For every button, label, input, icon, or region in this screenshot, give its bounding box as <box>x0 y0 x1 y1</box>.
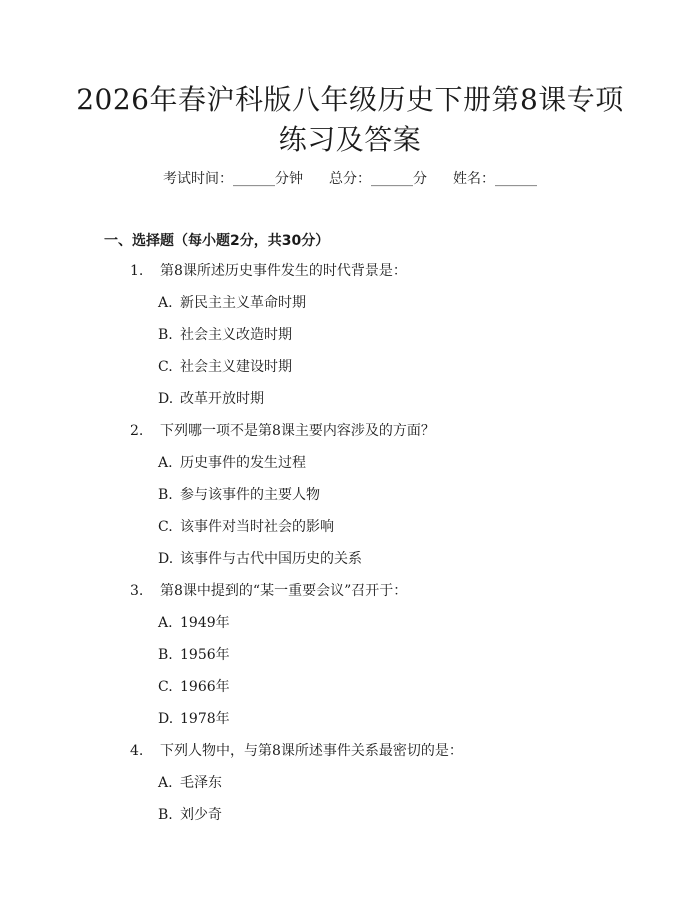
section-heading: 一、选择题（每小题2分，共30分） <box>104 233 330 249</box>
option-letter: C. <box>158 679 173 695</box>
option-letter: B. <box>158 807 173 823</box>
question-3-option-b <box>158 645 230 665</box>
question-3-option-a <box>158 613 230 633</box>
option-letter: A. <box>158 615 173 631</box>
question-number: 3. <box>130 583 144 599</box>
question-text: 第8课所述历史事件发生的时代背景是： <box>160 263 407 279</box>
question-2-option-c <box>158 517 334 537</box>
option-letter: D. <box>158 711 174 727</box>
question-4-option-a <box>158 773 222 793</box>
option-text: 毛泽东 <box>180 775 222 791</box>
student-name-field: 姓名：______ <box>453 171 537 187</box>
option-letter: D. <box>158 551 174 567</box>
option-letter: B. <box>158 647 173 663</box>
option-text: 该事件与古代中国历史的关系 <box>180 551 362 567</box>
question-3-option-d <box>158 709 230 729</box>
question-2 <box>130 421 435 441</box>
option-text: 社会主义改造时期 <box>180 327 292 343</box>
exam-meta <box>0 169 700 189</box>
question-number: 2. <box>130 423 144 439</box>
option-text: 参与该事件的主要人物 <box>180 487 320 503</box>
question-text: 第8课中提到的“某一重要会议”召开于： <box>160 583 408 599</box>
question-1-option-c <box>158 357 292 377</box>
document-title <box>0 80 700 160</box>
question-2-option-d <box>158 549 362 569</box>
option-text: 1949年 <box>180 615 230 631</box>
question-text: 下列人物中，与第8课所述事件关系最密切的是： <box>160 743 463 759</box>
question-1-option-b <box>158 325 292 345</box>
option-text: 新民主主义革命时期 <box>180 295 306 311</box>
question-1 <box>130 261 407 281</box>
option-text: 1956年 <box>180 647 230 663</box>
option-letter: C. <box>158 359 173 375</box>
option-text: 1978年 <box>180 711 230 727</box>
option-text: 改革开放时期 <box>180 391 264 407</box>
option-text: 该事件对当时社会的影响 <box>180 519 334 535</box>
option-letter: A. <box>158 775 173 791</box>
option-letter: A. <box>158 455 173 471</box>
question-text: 下列哪一项不是第8课主要内容涉及的方面？ <box>160 423 435 439</box>
question-4-option-b <box>158 805 222 825</box>
option-letter: A. <box>158 295 173 311</box>
question-3-option-c <box>158 677 230 697</box>
question-2-option-b <box>158 485 320 505</box>
question-2-option-a <box>158 453 306 473</box>
question-3 <box>130 581 407 601</box>
option-text: 社会主义建设时期 <box>180 359 292 375</box>
exam-time-field: 考试时间：______分钟 <box>163 171 303 187</box>
question-4 <box>130 741 463 761</box>
question-1-option-a <box>158 293 306 313</box>
option-letter: C. <box>158 519 173 535</box>
option-letter: D. <box>158 391 174 407</box>
option-text: 刘少奇 <box>180 807 222 823</box>
option-letter: B. <box>158 487 173 503</box>
question-1-option-d <box>158 389 264 409</box>
question-number: 4. <box>130 743 144 759</box>
option-letter: B. <box>158 327 173 343</box>
option-text: 历史事件的发生过程 <box>180 455 306 471</box>
total-score-field: 总分：______分 <box>329 171 427 187</box>
title-line-1: 2026年春沪科版八年级历史下册第8课专项 <box>76 83 624 116</box>
option-text: 1966年 <box>180 679 230 695</box>
question-number: 1. <box>130 263 144 279</box>
title-line-2: 练习及答案 <box>278 123 422 156</box>
